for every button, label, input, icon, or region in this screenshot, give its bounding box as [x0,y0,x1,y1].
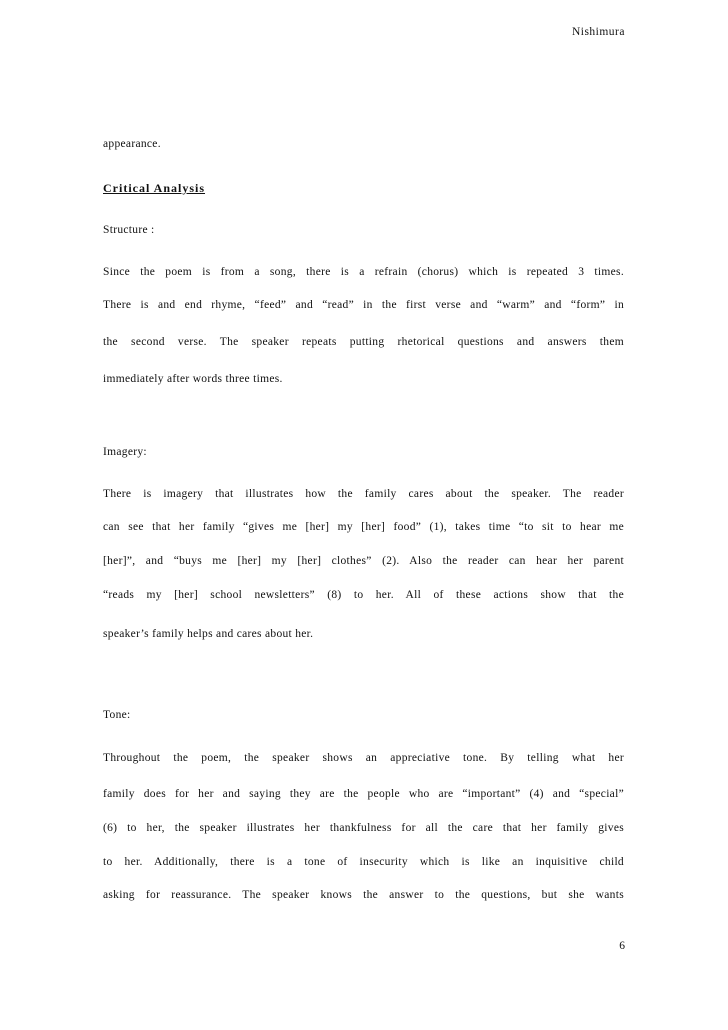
page-header-author: Nishimura [571,26,625,38]
subheading-imagery: Imagery: [103,446,147,458]
text-line: immediately after words three times. [103,373,283,385]
text-line: the second verse. The speaker repeats putting rhetorical questions and answers them [103,336,624,348]
text-line: speaker’s family helps and cares about her. [103,628,314,640]
subheading-tone: Tone: [103,709,131,721]
text-line: family does for her and saying they are the people who are “important” (4) and “special” [103,788,624,800]
text-line: Since the poem is from a song, there is a refrain (chorus) which is repeated 3 times. [103,266,624,278]
section-heading-critical-analysis: Critical Analysis [103,181,206,195]
text-line: asking for reassurance. The speaker knows the answer to the questions, but she wants [103,889,624,901]
text-line: appearance. [103,138,161,150]
text-line: There is and end rhyme, “feed” and “read” in the first verse and “warm” and “form” in [103,299,624,311]
text-line: There is imagery that illustrates how the family cares about the speaker. The reader [103,488,624,500]
text-line: “reads my [her] school newsletters” (8) to her. All of these actions show that the [103,589,624,601]
subheading-structure: Structure : [103,224,155,236]
text-line: to her. Additionally, there is a tone of insecurity which is like an inquisitive child [103,856,624,868]
page-number: 6 [619,940,625,952]
text-line: Throughout the poem, the speaker shows an appreciative tone. By telling what her [103,752,624,764]
text-line: can see that her family “gives me [her] my [her] food” (1), takes time “to sit to hear me [103,521,624,533]
text-line: (6) to her, the speaker illustrates her thankfulness for all the care that her family gives [103,822,624,834]
text-line: [her]”, and “buys me [her] my [her] clothes” (2). Also the reader can hear her parent [103,555,624,567]
